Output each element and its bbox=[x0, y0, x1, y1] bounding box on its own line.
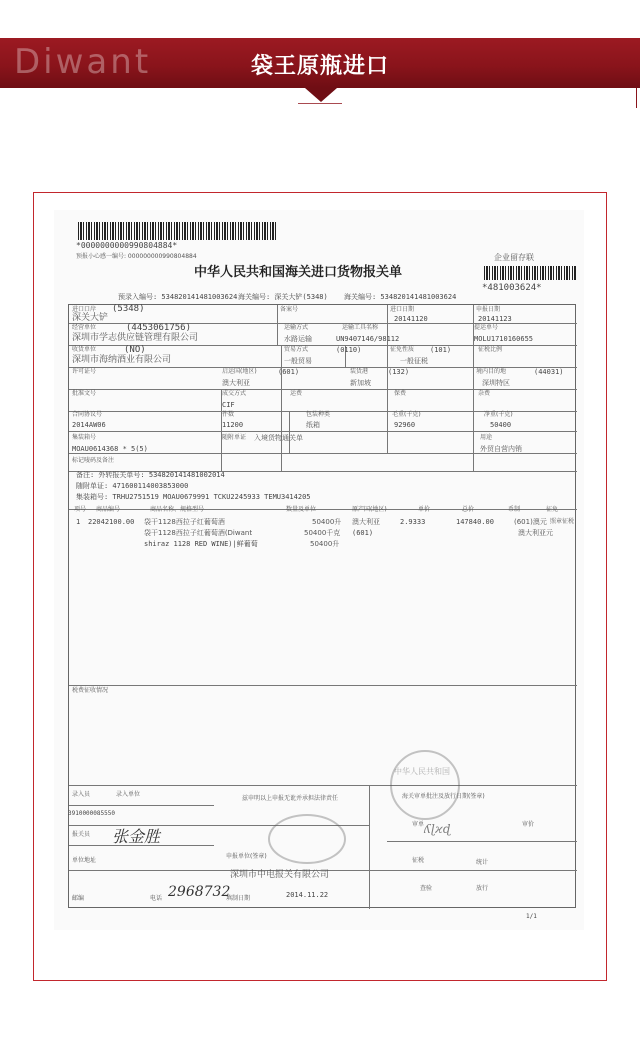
banner-title: 袋王原瓶进口 bbox=[250, 54, 389, 79]
business-unit-code: (4453061756) bbox=[126, 323, 192, 333]
container-value: MOAU0614368 * 5(5) bbox=[72, 445, 148, 453]
goods-currency-name: 澳大利亚元 bbox=[518, 529, 553, 537]
label-transport-mode: 运输方式 bbox=[284, 324, 309, 331]
label-tax-ratio: 征税比例 bbox=[478, 346, 503, 353]
loading-port-code: (132) bbox=[388, 368, 410, 376]
label-import-port: 进口口岸 bbox=[72, 306, 97, 313]
origin-country-code: (601) bbox=[278, 368, 300, 376]
goods-header-code: 商品编号 bbox=[96, 506, 121, 513]
label-attached: 随附单证 bbox=[222, 434, 247, 441]
label-receiver: 收货单位 bbox=[72, 346, 97, 353]
customs-signature-scribble: ʎɭϰɖ bbox=[424, 822, 451, 836]
net-reg-number: 预报小心感一编号: 000000000990804884 bbox=[76, 253, 197, 260]
goods-unit-price: 2.9333 bbox=[400, 518, 426, 526]
goods-origin: 澳大利亚 bbox=[352, 518, 380, 526]
copy-type-label: 企业留存联 bbox=[494, 253, 534, 262]
remark-line-1: 备注: 外转报关单号: 534820141481002014 bbox=[76, 471, 225, 479]
label-license: 许可证号 bbox=[72, 368, 97, 375]
goods-qty-line-3: 50400升 bbox=[310, 540, 340, 548]
pieces-value: 11200 bbox=[222, 421, 244, 429]
banner-side-tick bbox=[636, 88, 637, 108]
label-approval: 批准文号 bbox=[72, 390, 97, 397]
label-bill-no: 提运单号 bbox=[474, 324, 499, 331]
goods-header-name: 商品名称、规格型号 bbox=[150, 506, 205, 513]
label-stats: 统计 bbox=[476, 859, 489, 866]
label-misc: 杂费 bbox=[478, 390, 491, 397]
label-origin-country: 启运国(地区) bbox=[222, 368, 257, 375]
declarer-signature: 张金胜 bbox=[112, 827, 161, 846]
customs-declaration-document bbox=[54, 210, 584, 930]
label-phone: 电话 bbox=[150, 895, 163, 902]
label-import-date: 进口日期 bbox=[390, 306, 415, 313]
goods-item-number: 1 bbox=[76, 518, 81, 526]
goods-header-item: 项号 bbox=[74, 506, 87, 513]
transport-tool-value: UN9407146/98112 bbox=[336, 335, 400, 343]
entry-number: 3910000085550 bbox=[68, 810, 115, 817]
label-review: 审单 bbox=[412, 821, 425, 828]
banner-notch-line bbox=[298, 96, 342, 104]
label-destination: 境内目的地 bbox=[476, 368, 507, 375]
receiver-code: (NO) bbox=[124, 345, 146, 355]
top-barcode bbox=[78, 222, 278, 240]
label-freight: 运费 bbox=[290, 390, 303, 397]
customs-station: 海关编号: 深关大铲(5348) bbox=[238, 293, 328, 301]
label-inspect: 查验 bbox=[420, 885, 433, 892]
goods-header-unit-price: 单价 bbox=[418, 506, 431, 513]
phone-signature: 2968732 bbox=[168, 884, 231, 900]
net-value: 50400 bbox=[490, 421, 512, 429]
contract-value: 2014AW06 bbox=[72, 421, 106, 429]
goods-currency: (601)澳元 bbox=[514, 518, 547, 526]
label-tax: 征税 bbox=[412, 857, 425, 864]
remark-line-3: 集装箱号: TRHU2751519 MOAU0679991 TCKU2245933 TEMU3414205 bbox=[76, 493, 311, 501]
customs-stamp bbox=[390, 750, 460, 820]
bill-no-value: MOLU1710160655 bbox=[474, 335, 534, 343]
transport-mode-value: 水路运输 bbox=[284, 335, 312, 343]
label-package: 包装种类 bbox=[306, 411, 331, 418]
label-container: 集装箱号 bbox=[72, 434, 97, 441]
label-tax-nature: 征免性质 bbox=[390, 346, 415, 353]
document-title: 中华人民共和国海关进口货物报关单 bbox=[194, 265, 403, 280]
pre-entry-number: 预录入编号: 534820141481003624 bbox=[118, 293, 238, 301]
import-date-value: 20141120 bbox=[394, 315, 428, 323]
label-price-review: 审价 bbox=[522, 821, 535, 828]
label-unit-address: 单位地址 bbox=[72, 857, 97, 864]
label-entry-unit: 录入单位 bbox=[116, 791, 141, 798]
goods-tax: 照章征税 bbox=[550, 518, 575, 525]
customs-stamp-text: 中华人民共和国 bbox=[394, 767, 450, 776]
declaration-text: 兹申明以上申报无讹并承担法律责任 bbox=[242, 795, 339, 802]
goods-qty-line-1: 50400升 bbox=[312, 518, 342, 526]
customs-number: 海关编号: 534820141481003624 bbox=[344, 293, 457, 301]
destination-value: 深圳特区 bbox=[482, 379, 510, 387]
label-gross: 毛重(千克) bbox=[392, 411, 421, 418]
tax-nature-code: (101) bbox=[430, 346, 452, 354]
label-declare-unit: 申报单位(签章) bbox=[226, 853, 267, 860]
label-business-unit: 经营单位 bbox=[72, 324, 97, 331]
label-loading-port: 装货港 bbox=[350, 368, 369, 375]
label-marks: 标记唛码及备注 bbox=[72, 457, 115, 464]
destination-code: (44031) bbox=[534, 368, 564, 376]
package-value: 纸箱 bbox=[306, 421, 320, 429]
goods-header-total: 总价 bbox=[462, 506, 475, 513]
trade-mode-code: (0110) bbox=[336, 346, 362, 354]
label-transport-tool: 运输工具名称 bbox=[342, 324, 379, 331]
label-declarer: 报关员 bbox=[72, 831, 91, 838]
remark-line-2: 随附单证: 471600114003853000 bbox=[76, 482, 189, 490]
label-usage: 用途 bbox=[480, 434, 493, 441]
label-contract: 合同协议号 bbox=[72, 411, 103, 418]
goods-code: 22042100.00 bbox=[88, 518, 135, 526]
tax-nature-value: 一般征税 bbox=[400, 357, 428, 365]
goods-header-qty: 数量及单位 bbox=[286, 506, 317, 513]
goods-name-line-3: shiraz 1128 RED WINE)|鲜葡萄 bbox=[144, 540, 258, 548]
side-barcode bbox=[484, 266, 576, 280]
label-deal-mode: 成交方式 bbox=[222, 390, 247, 397]
label-insurance: 保费 bbox=[394, 390, 407, 397]
page-number: 1/1 bbox=[526, 913, 537, 920]
top-barcode-text: *0000000000990804884* bbox=[76, 241, 178, 250]
label-fill-date: 填制日期 bbox=[226, 895, 251, 902]
attached-value: 入境货物通关单 bbox=[254, 434, 303, 442]
fill-date-value: 2014.11.22 bbox=[286, 891, 329, 899]
label-tax-section: 税费征收情况 bbox=[72, 687, 109, 694]
goods-origin-code: (601) bbox=[352, 529, 374, 537]
label-release: 放行 bbox=[476, 885, 489, 892]
usage-value: 外贸自营内销 bbox=[480, 445, 522, 453]
goods-header-origin: 原产国(地区) bbox=[352, 506, 387, 513]
side-barcode-text: *481003624* bbox=[482, 283, 542, 293]
goods-header-tax: 征免 bbox=[546, 506, 559, 513]
goods-qty-line-2: 50400千克 bbox=[304, 529, 341, 537]
label-postal: 邮编 bbox=[72, 895, 85, 902]
goods-name-line-2: 袋干1128西拉子红葡萄酒(Diwant bbox=[144, 529, 253, 537]
trade-mode-value: 一般贸易 bbox=[284, 357, 312, 365]
label-entry-clerk: 录入员 bbox=[72, 791, 91, 798]
header-banner bbox=[0, 38, 640, 88]
declare-unit-value: 深圳市中电报关有限公司 bbox=[230, 870, 330, 880]
deal-mode-value: CIF bbox=[222, 401, 235, 409]
goods-name-line-1: 袋干1128西拉子红葡萄酒 bbox=[144, 518, 225, 526]
label-declare-date: 申报日期 bbox=[476, 306, 501, 313]
label-customs-approve: 海关审单批注及放行日期(签章) bbox=[402, 793, 485, 800]
label-net: 净重(千克) bbox=[484, 411, 513, 418]
goods-total: 147840.00 bbox=[456, 518, 494, 526]
import-port-code: (5348) bbox=[112, 304, 145, 314]
import-port-value: 深关大铲 bbox=[72, 313, 109, 323]
gross-value: 92960 bbox=[394, 421, 416, 429]
declare-date-value: 20141123 bbox=[478, 315, 512, 323]
business-unit-value: 深圳市学志供应链管理有限公司 bbox=[72, 333, 199, 343]
company-stamp bbox=[268, 814, 346, 864]
brand-logo: Diwant bbox=[14, 42, 152, 82]
receiver-value: 深圳市海纳酒业有限公司 bbox=[72, 355, 172, 365]
origin-country-value: 澳大利亚 bbox=[222, 379, 250, 387]
goods-header-currency: 币制 bbox=[508, 506, 521, 513]
label-pieces: 件数 bbox=[222, 411, 235, 418]
label-record-no: 备案号 bbox=[280, 306, 299, 313]
label-trade-mode: 贸易方式 bbox=[284, 346, 309, 353]
loading-port-value: 新加坡 bbox=[350, 379, 371, 387]
